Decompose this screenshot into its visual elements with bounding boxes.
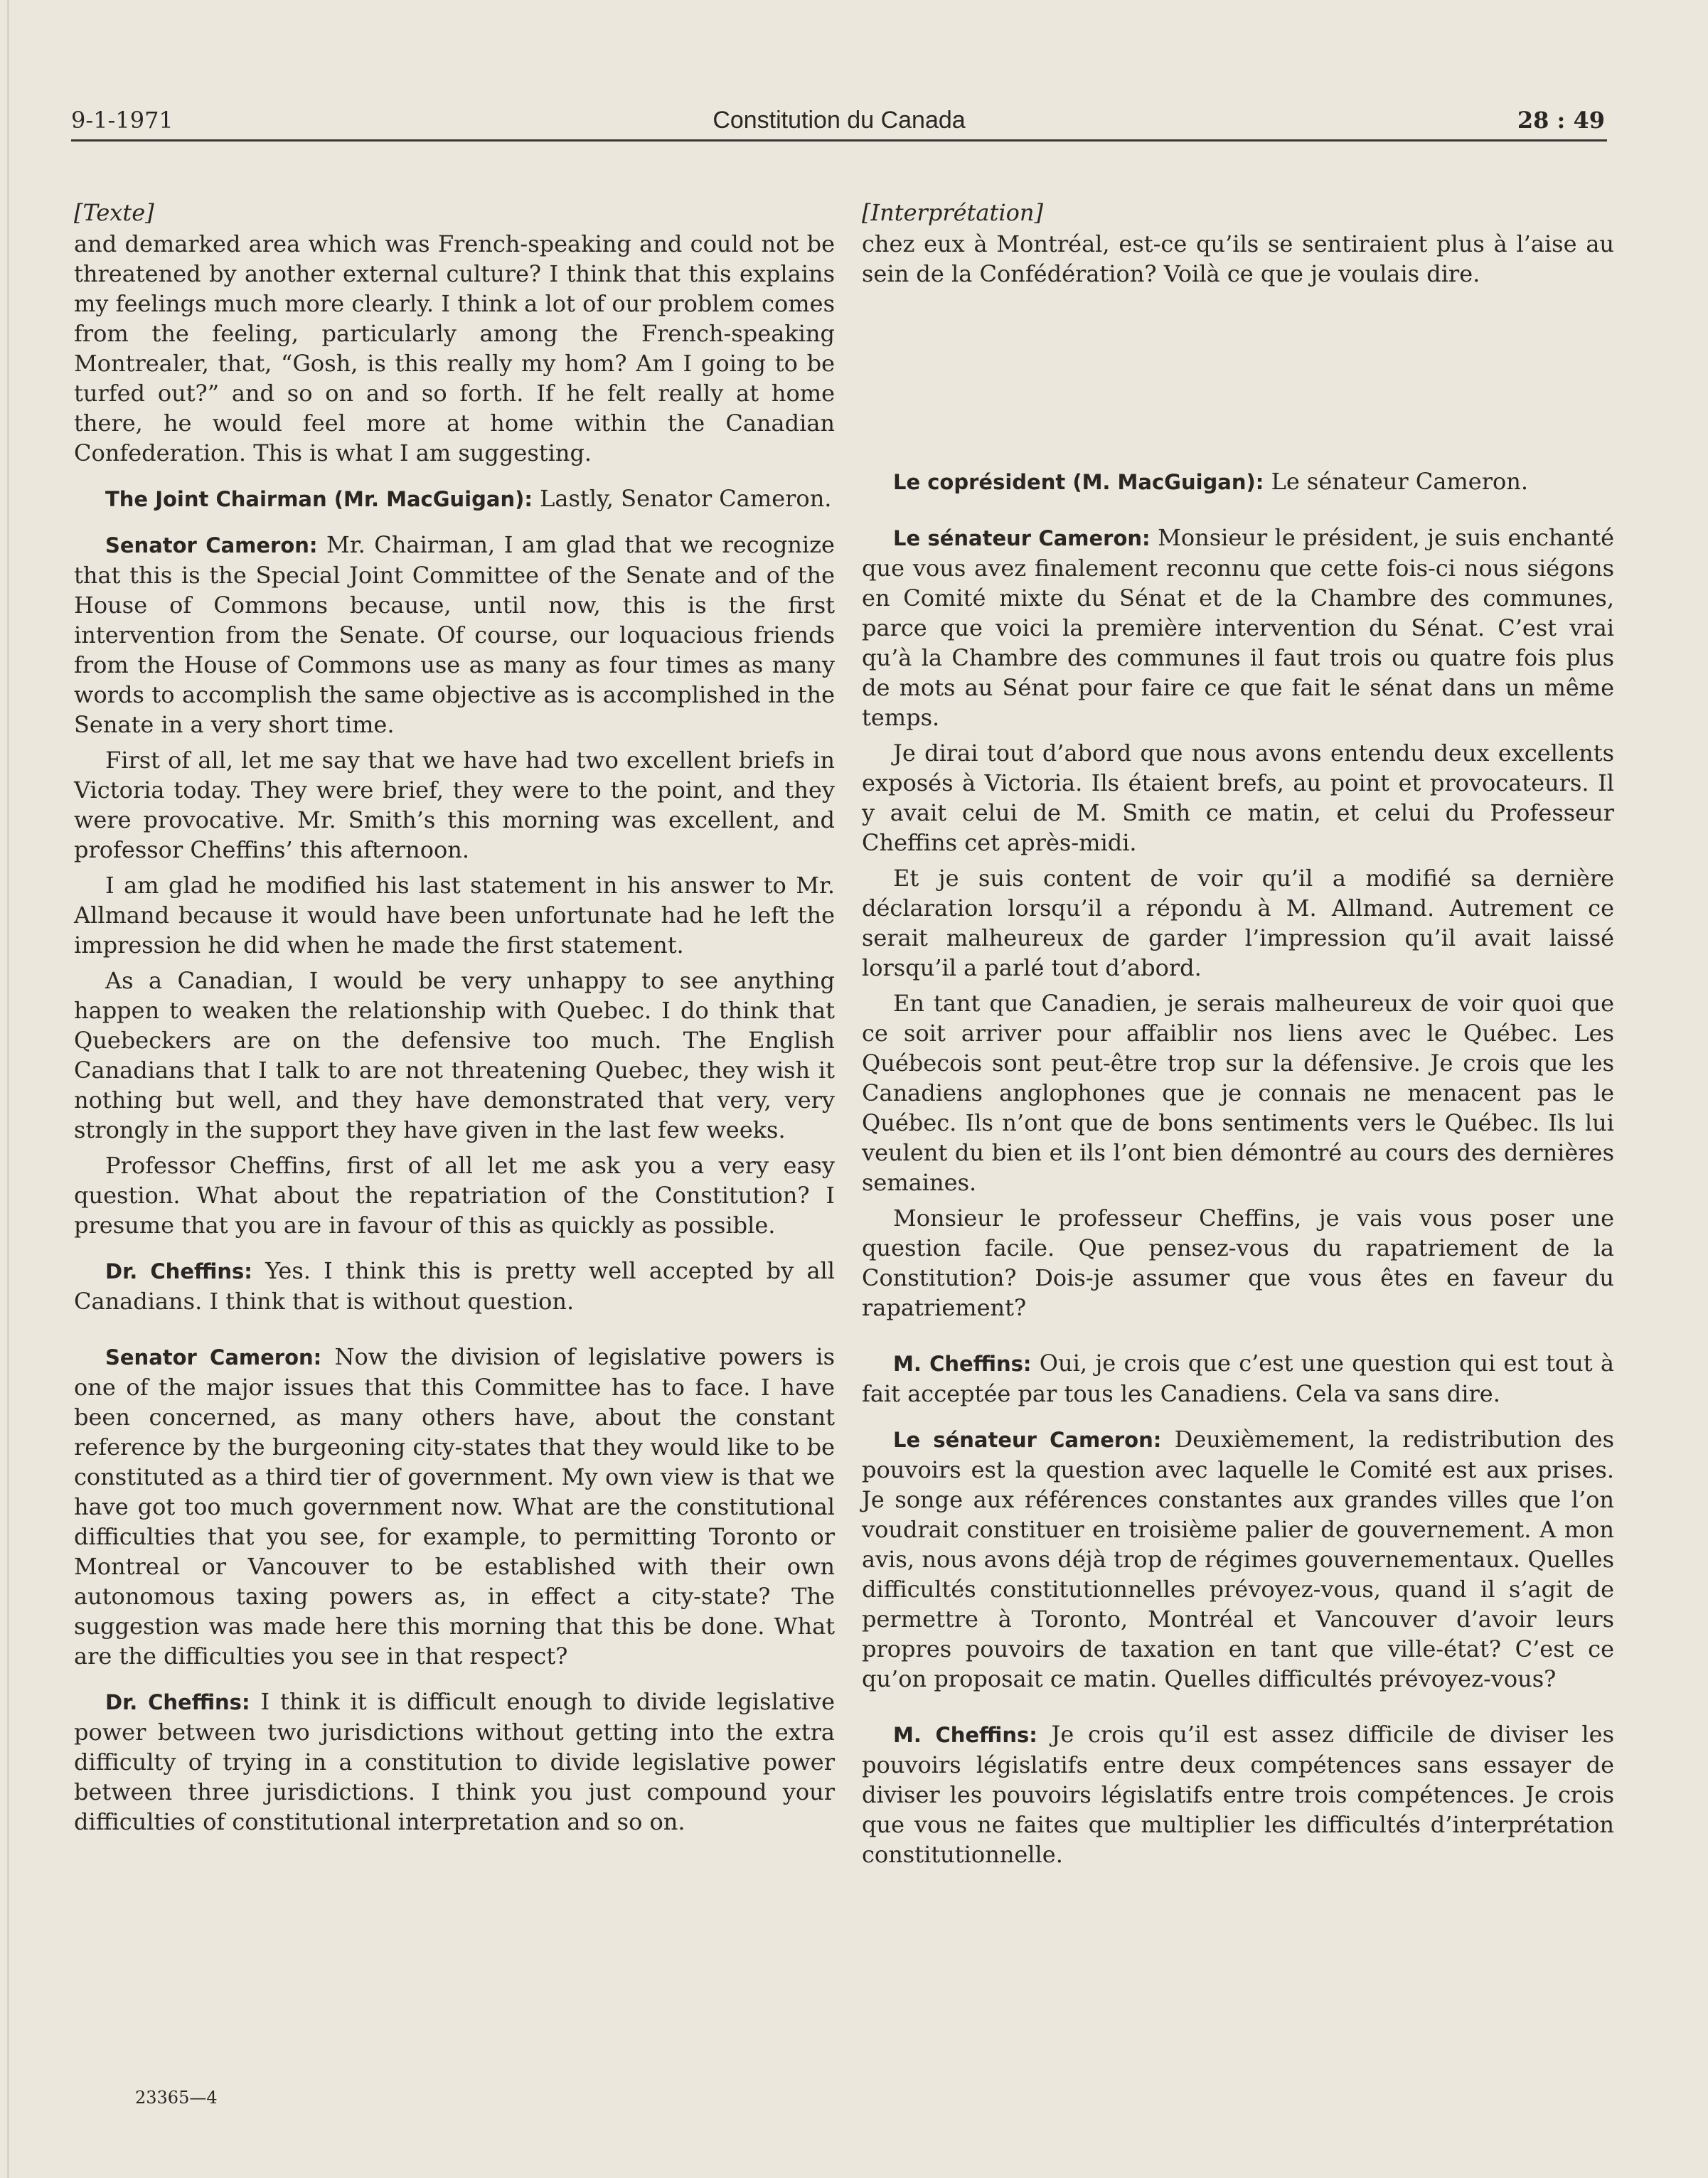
paragraph: En tant que Canadien, je serais malheureux de voir quoi que ce soit arriver pour affaiblir nos liens avec le Québec. Les Québecois sont peut-être trop sur la défensive. Je crois que les Canadiens anglophones que je connais ne menacent pas le Québec. Ils n’ont que de bons sentiments vers le Québec. Ils lui veulent du bien et ils l’ont bien démontré au cours des dernières semaines. bbox=[862, 990, 1614, 1196]
paragraph: Je dirai tout d’abord que nous avons entendu deux excellents exposés à Victoria. Ils étaient brefs, au point et provocateurs. Il y avait celui de M. Smith ce matin, et celui du Professeur Cheffins cet après-midi. bbox=[862, 740, 1614, 856]
speaker-name: Le sénateur Cameron: bbox=[893, 526, 1151, 550]
speaker-name: Dr. Cheffins: bbox=[105, 1259, 252, 1283]
speaker-name: Senator Cameron: bbox=[105, 1345, 322, 1370]
paragraph: M. Cheffins: Je crois qu’il est assez difficile de diviser les pouvoirs législatifs entre deux compétences sans essayer de diviser les pouvoirs législatifs entre trois compétences. Je crois que vous ne faites que multiplier les difficultés d’interprétation constitutionnelle. bbox=[862, 1721, 1614, 1868]
paragraph: I am glad he modified his last statement in his answer to Mr. Allmand because it would have been unfortunate had he left the impression he did when he made the first statement. bbox=[74, 872, 835, 959]
header-page-number: 28 : 49 bbox=[1517, 107, 1605, 134]
paragraph: and demarked area which was French-speaking and could not be threatened by another external culture? I think that this explains my feelings much more clearly. I think a lot of our problem comes from the feeling, particularly among the French-speaking Montrealer, that, “Gosh, is this really my hom? Am I going to be turfed out?” and so on and so forth. If he felt really at home there, he would feel more at home within the Canadian Confederation. This is what I am suggesting. bbox=[74, 230, 835, 466]
paragraph: Et je suis content de voir qu’il a modifié sa dernière déclaration lorsqu’il a répondu à M. Allmand. Autrement ce serait malheureux de garder l’impression qu’il avait laissé lorsqu’il a parlé tout d’abord. bbox=[862, 865, 1614, 981]
speaker-name: Le coprésident (M. MacGuigan): bbox=[893, 470, 1264, 494]
column-label-interpretation: [Interprétation] bbox=[862, 199, 1043, 226]
page-edge-shadow bbox=[7, 0, 9, 2178]
speaker-name: The Joint Chairman (Mr. MacGuigan): bbox=[105, 487, 533, 511]
column-label-texte: [Texte] bbox=[74, 199, 154, 226]
paragraph: First of all, let me say that we have had two excellent briefs in Victoria today. They were brief, they were to the point, and they were provocative. Mr. Smith’s this morning was excellent, and professor Cheffins’ this afternoon. bbox=[74, 747, 835, 863]
header-title: Constitution du Canada bbox=[712, 107, 966, 134]
paragraph: M. Cheffins: Oui, je crois que c’est une question qui est tout à fait acceptée par tous les Canadiens. Cela va sans dire. bbox=[862, 1350, 1615, 1407]
paragraph: Le sénateur Cameron: Monsieur le président, je suis enchanté que vous avez finalement reconnu que cette fois-ci nous siégons en Comité mixte du Sénat et de la Chambre des communes, parce que voici la première intervention du Sénat. C’est vrai qu’à la Chambre des communes il faut trois ou quatre fois plus de mots au Sénat pour faire ce que fait le sénat dans un même temps. bbox=[862, 524, 1614, 731]
french-column bbox=[862, 198, 1614, 1869]
printer-code: 23365—4 bbox=[135, 2088, 218, 2108]
header-date: 9-1-1971 bbox=[71, 107, 174, 134]
paragraph: As a Canadian, I would be very unhappy to see anything happen to weaken the relationship with Quebec. I do think that Quebeckers are on the defensive too much. The English Canadians that I talk to are not threatening Quebec, they wish it nothing but well, and they have demonstrated that very, very strongly in the support they have given in the last few weeks. bbox=[74, 967, 835, 1143]
paragraph: Le coprésident (M. MacGuigan): Le sénateur Cameron. bbox=[893, 468, 1529, 495]
speaker-name: Senator Cameron: bbox=[105, 533, 318, 557]
page-header bbox=[71, 107, 1607, 138]
speaker-name: Le sénateur Cameron: bbox=[893, 1428, 1162, 1452]
paragraph: Le sénateur Cameron: Deuxièmement, la redistribution des pouvoirs est la question avec laquelle le Comité est aux prises. Je songe aux références constantes aux grandes villes que l’on voudrait constituer en troisième palier de gouvernement. A mon avis, nous avons déjà trop de régimes gouvernementaux. Quelles difficultés constitutionnelles prévoyez-vous, quand il s’agit de permettre à Toronto, Montréal et Vancouver d’avoir leurs propres pouvoirs de taxation en tant que ville-état? C’est ce qu’on proposait ce matin. Quelles difficultés prévoyez-vous? bbox=[862, 1426, 1615, 1692]
paragraph: Senator Cameron: Now the division of legislative powers is one of the major issues that this Committee has to face. I have been concerned, as many others have, about the constant reference by the burgeoning city-states that they would like to be constituted as a third tier of government. My own view is that we have got too much government now. What are the constitutional difficulties that you see, for example, to permitting Toronto or Montreal or Vancouver to be established with their own autonomous taxing powers as, in effect a city-state? The suggestion was made here this morning that this be done. What are the difficulties you see in that respect? bbox=[74, 1343, 835, 1670]
paragraph: Senator Cameron: Mr. Chairman, I am glad that we recognize that this is the Special Joint Committee of the Senate and of the House of Commons because, until now, this is the first intervention from the Senate. Of course, our loquacious friends from the House of Commons use as many as four times as many words to accomplish the same objective as is accomplished in the Senate in a very short time. bbox=[74, 531, 835, 738]
paragraph: The Joint Chairman (Mr. MacGuigan): Lastly, Senator Cameron. bbox=[105, 485, 832, 512]
english-column bbox=[74, 198, 835, 1837]
speaker-name: M. Cheffins: bbox=[893, 1723, 1037, 1747]
speaker-name: Dr. Cheffins: bbox=[105, 1690, 250, 1714]
header-rule bbox=[71, 139, 1607, 142]
paragraph: Dr. Cheffins: I think it is difficult enough to divide legislative power between two jurisdictions without getting into the extra difficulty of trying in a constitution to divide legislative power between three jurisdictions. I think you just compound your difficulties of constitutional interpretation and so on. bbox=[74, 1688, 836, 1835]
paragraph: Professor Cheffins, first of all let me ask you a very easy question. What about the repatriation of the Constitution? I presume that you are in favour of this as quickly as possible. bbox=[74, 1152, 835, 1239]
speaker-name: M. Cheffins: bbox=[893, 1352, 1032, 1376]
paragraph: chez eux à Montréal, est-ce qu’ils se sentiraient plus à l’aise au sein de la Confédération? Voilà ce que je voulais dire. bbox=[862, 230, 1614, 287]
paragraph: Dr. Cheffins: Yes. I think this is pretty well accepted by all Canadians. I think that is without question. bbox=[74, 1257, 836, 1315]
paragraph: Monsieur le professeur Cheffins, je vais vous poser une question facile. Que pensez-vous du rapatriement de la Constitution? Dois-je assumer que vous êtes en faveur du rapatriement? bbox=[862, 1205, 1614, 1321]
